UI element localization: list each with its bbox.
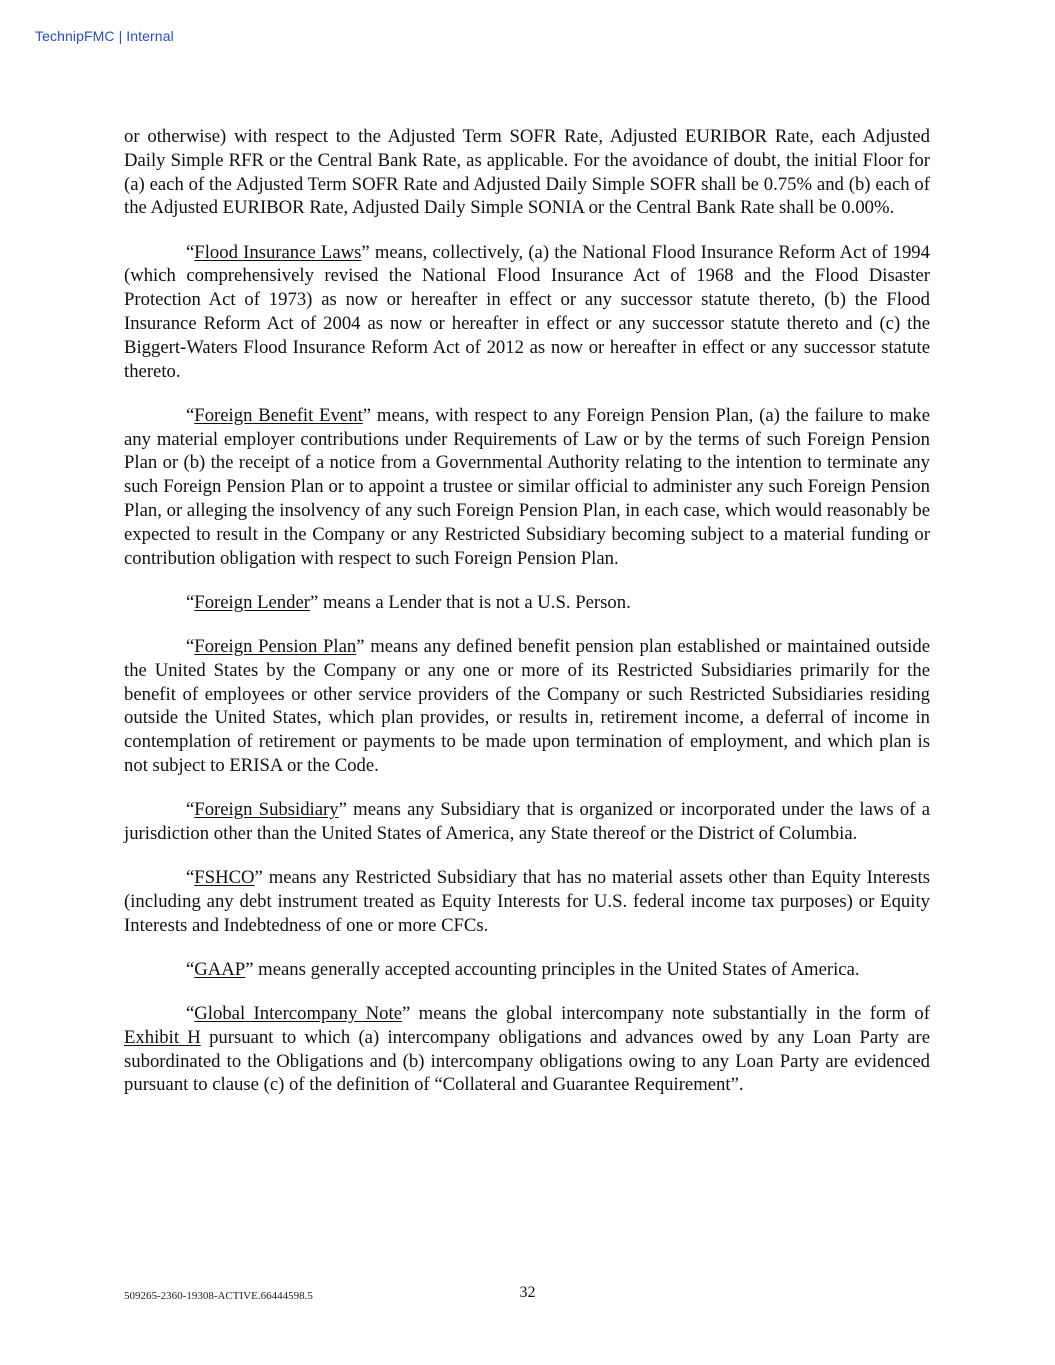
definition-gaap: “GAAP” means generally accepted accounting principles in the United States of America. [186, 958, 860, 980]
definition-text: ” means, with respect to any Foreign Pension Plan, (a) the failure to make any material employer contributions under Requirements of Law or by the terms of such Foreign Pension Plan or (b) the receipt of a notice from a Governmental Authority relating to the intention to terminate any such Foreign Pension Plan or to appoint a trustee or similar official to administer any such Foreign Pension Plan, or alleging the insolvency of any such Foreign Pension Plan, in each case, which would reasonably be expected to result in the Company or any Restricted Subsidiary becoming subject to a material funding or contribution obligation with respect to such Foreign Pension Plan. [124, 404, 930, 569]
definition-foreign-pension-plan: “Foreign Pension Plan” means any defined benefit pension plan established or maintained outside the United States by the Company or any one or more of its Restricted Subsidiaries primarily for the benefit of employees or other service providers of the Company or such Restricted Subsidiaries residing outside the United States, which plan provides, or results in, retirement income, a deferral of income in contemplation of retirement or payments to be made upon termination of employment, and which plan is not subject to ERISA or the Code. [124, 635, 931, 776]
defined-term: Flood Insurance Laws [194, 241, 362, 263]
classification-label: TechnipFMC | Internal [35, 28, 174, 44]
definition-text: ” means any defined benefit pension plan established or maintained outside the United States by the Company or any one or more of its Restricted Subsidiaries primarily for the benefit of employees or other service providers of the Company or such Restricted Subsidiaries residing outside the United States, which plan provides, or results in, retirement income, a deferral of income in contemplation of retirement or payments to be made upon termination of employment, and which plan is not subject to ERISA or the Code. [124, 635, 931, 776]
definition-foreign-subsidiary: “Foreign Subsidiary” means any Subsidiary that is organized or incorporated under the laws of a jurisdiction other than the United States of America, any State thereof or the District of Columbia. [124, 799, 931, 844]
definition-text: ” means generally accepted accounting principles in the United States of America. [245, 958, 860, 980]
definition-global-intercompany-note: “Global Intercompany Note” means the global intercompany note substantially in the form of Exhibit H pursuant to which (a) intercompany obligations and advances owed by any Loan Party are subordinated to the Obligations and (b) intercompany obligations owing to any Loan Party are evidenced pursuant to clause (c) of the definition of “Collateral and Guarantee Requirement”. [124, 1003, 930, 1096]
defined-term: Foreign Lender [194, 591, 311, 613]
document-id: 509265-2360-19308-ACTIVE.66444598.5 [124, 1290, 313, 1302]
definition-foreign-lender: “Foreign Lender” means a Lender that is not a U.S. Person. [186, 591, 631, 613]
definition-text-continued: pursuant to which (a) intercompany obligations and advances owed by any Loan Party are subordinated to the Obligations and (b) intercompany obligations owing to any Loan Party are evidenced pursuant to clause (c) of the definition of “Collateral and Guarantee Requirement”. [124, 1026, 930, 1096]
definition-text: ” means the global intercompany note substantially in the form of [402, 1003, 930, 1025]
exhibit-reference: Exhibit H [124, 1026, 201, 1048]
page-number: 32 [519, 1284, 536, 1301]
definition-text: ” means a Lender that is not a U.S. Person. [310, 591, 631, 613]
document-body [124, 125, 930, 1118]
defined-term: FSHCO [194, 867, 255, 889]
defined-term: Foreign Benefit Event [194, 404, 363, 426]
defined-term: GAAP [194, 958, 246, 980]
definition-fshco: “FSHCO” means any Restricted Subsidiary that has no material assets other than Equity Interests (including any debt instrument treated as Equity Interests for U.S. federal income tax purposes) or Equity Interests and Indebtedness of one or more CFCs. [124, 867, 930, 936]
definition-text: ” means any Subsidiary that is organized or incorporated under the laws of a jurisdiction other than the United States of America, any State thereof or the District of Columbia. [124, 799, 931, 844]
defined-term: Foreign Pension Plan [194, 635, 357, 657]
defined-term: Foreign Subsidiary [194, 799, 339, 821]
definition-flood-insurance-laws: “Flood Insurance Laws” means, collectively, (a) the National Flood Insurance Reform Act of 1994 (which comprehensively revised the National Flood Insurance Act of 1968 and the Flood Disaster Protection Act of 1973) as now or hereafter in effect or any successor statute thereto, (b) the Flood Insurance Reform Act of 2004 as now or hereafter in effect or any successor statute thereto and (c) the Biggert-Waters Flood Insurance Reform Act of 2012 as now or hereafter in effect or any successor statute thereto. [124, 241, 930, 382]
continuation-paragraph: or otherwise) with respect to the Adjusted Term SOFR Rate, Adjusted EURIBOR Rate, each Adjusted Daily Simple RFR or the Central Bank Rate, as applicable. For the avoidance of doubt, the initial Floor for (a) each of the Adjusted Term SOFR Rate and Adjusted Daily Simple SOFR shall be 0.75% and (b) each of the Adjusted EURIBOR Rate, Adjusted Daily Simple SONIA or the Central Bank Rate shall be 0.00%. [124, 126, 930, 219]
defined-term: Global Intercompany Note [194, 1003, 403, 1025]
definition-text: ” means any Restricted Subsidiary that has no material assets other than Equity Interests (including any debt instrument treated as Equity Interests for U.S. federal income tax purposes) or Equity Interests and Indebtedness of one or more CFCs. [124, 867, 930, 936]
definition-foreign-benefit-event: “Foreign Benefit Event” means, with respect to any Foreign Pension Plan, (a) the failure to make any material employer contributions under Requirements of Law or by the terms of such Foreign Pension Plan or (b) the receipt of a notice from a Governmental Authority relating to the intention to terminate any such Foreign Pension Plan or to appoint a trustee or similar official to administer any such Foreign Pension Plan, or alleging the insolvency of any such Foreign Pension Plan, in each case, which would reasonably be expected to result in the Company or any Restricted Subsidiary becoming subject to a material funding or contribution obligation with respect to such Foreign Pension Plan. [124, 404, 930, 569]
definition-text: ” means, collectively, (a) the National Flood Insurance Reform Act of 1994 (which comprehensively revised the National Flood Insurance Act of 1968 and the Flood Disaster Protection Act of 1973) as now or hereafter in effect or any successor statute thereto, (b) the Flood Insurance Reform Act of 2004 as now or hereafter in effect or any successor statute thereto and (c) the Biggert-Waters Flood Insurance Reform Act of 2012 as now or hereafter in effect or any successor statute thereto. [124, 241, 930, 382]
